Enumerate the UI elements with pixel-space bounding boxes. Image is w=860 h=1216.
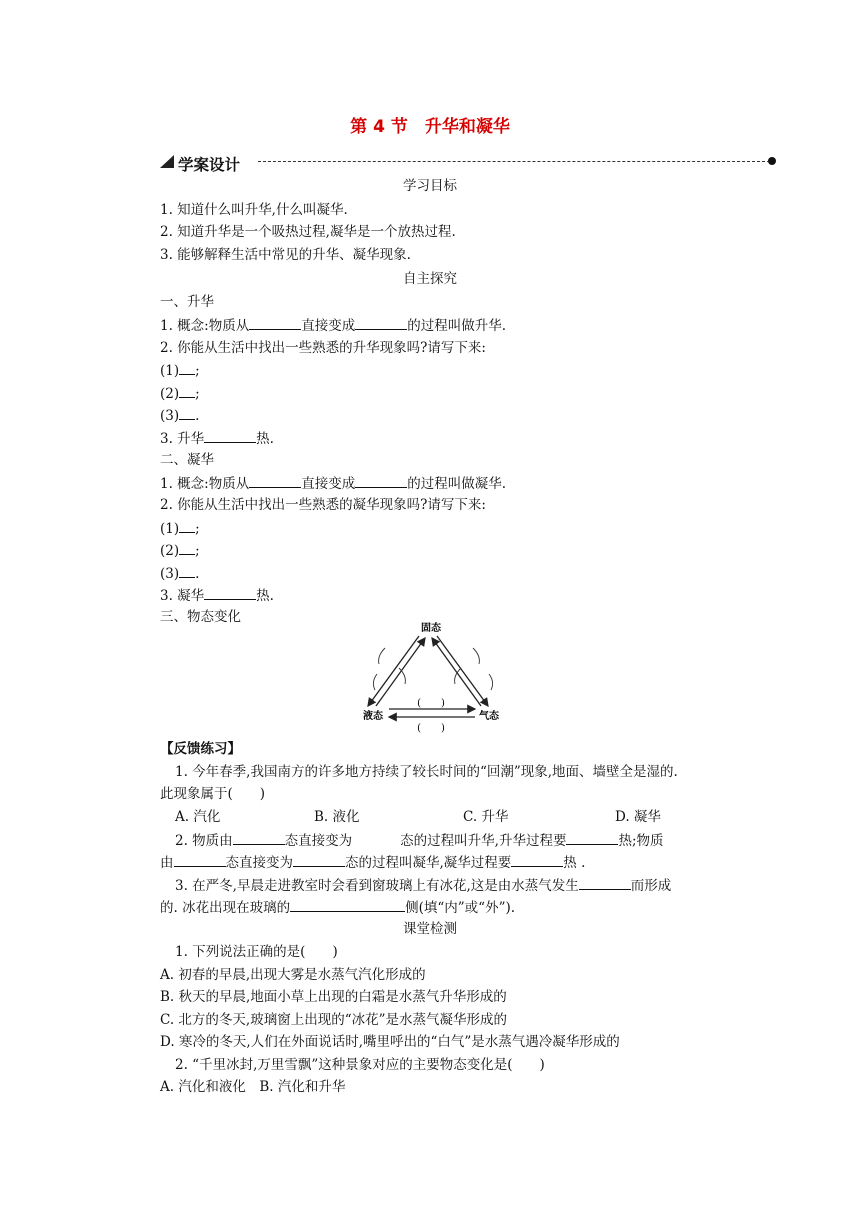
concept-text-c: 的过程叫做凝华.	[407, 476, 507, 492]
desublimation-heat	[160, 586, 274, 605]
paren-mark	[373, 674, 377, 690]
sublimation-heat	[160, 429, 274, 448]
concept-text-b: 直接变成	[301, 318, 356, 334]
blank-field[interactable]	[179, 564, 195, 578]
q2-text: 态的过程叫凝华,凝华过程要	[345, 855, 512, 871]
item-number: (3)	[160, 566, 180, 582]
paren-top: ( )	[417, 698, 445, 709]
sublimation-item-1	[160, 361, 200, 380]
check-q1-option-c[interactable]: C. 北方的冬天,玻璃窗上出现的“冰花”是水蒸气凝华形成的	[160, 1012, 508, 1028]
section-band	[160, 153, 776, 174]
q3-text: 而形成	[630, 878, 672, 894]
paren-mark	[473, 648, 479, 664]
blank-field[interactable]	[579, 876, 631, 890]
blank-field[interactable]	[249, 316, 301, 330]
item-end: ;	[195, 386, 200, 402]
blank-field[interactable]	[233, 831, 285, 845]
item-end: ;	[195, 543, 200, 559]
desublimation-item-3	[160, 564, 199, 583]
blank-field[interactable]	[179, 519, 195, 533]
feedback-q3-line2	[160, 898, 515, 917]
sublimation-heading: 一、升华	[160, 294, 214, 310]
paren-mark	[489, 674, 493, 690]
q3-text: 的. 冰花出现在玻璃的	[160, 900, 291, 916]
solid-label: 固态	[421, 623, 441, 634]
blank-field[interactable]	[511, 853, 563, 867]
item-number: (2)	[160, 386, 180, 402]
goal-1: 1. 知道什么叫升华,什么叫凝华.	[160, 202, 348, 218]
state-change-heading: 三、物态变化	[160, 609, 241, 625]
blank-field[interactable]	[179, 406, 195, 420]
q2-text: 热 .	[563, 855, 586, 871]
heading-explore: 自主探究	[403, 271, 457, 287]
band-dashed-line	[258, 161, 770, 162]
paren-bottom: ( )	[417, 723, 445, 734]
heat-text-a: 3. 升华	[160, 431, 205, 447]
blank-field[interactable]	[290, 898, 405, 912]
blank-field[interactable]	[566, 831, 618, 845]
heading-goals: 学习目标	[403, 178, 457, 194]
blank-field[interactable]	[204, 586, 256, 600]
check-q1: 1. 下列说法正确的是( )	[175, 944, 338, 960]
check-q1-option-d[interactable]: D. 寒冷的冬天,人们在外面说话时,嘴里呼出的“白气”是水蒸气遇冷凝华形成的	[160, 1034, 620, 1050]
item-end: ;	[195, 521, 200, 537]
q2-text: 态的过程叫升华,升华过程要	[400, 833, 567, 849]
heat-text-b: 热.	[256, 588, 274, 604]
blank-field[interactable]	[204, 429, 256, 443]
desublimation-heading: 二、凝华	[160, 452, 214, 468]
sublimation-item-2	[160, 384, 200, 403]
feedback-q1-option-d[interactable]: D. 凝华	[615, 809, 661, 825]
feedback-q2-line2	[160, 853, 585, 872]
q2-text: 态直接变为	[225, 855, 293, 871]
heading-check: 课堂检测	[403, 921, 457, 937]
sublimation-concept	[160, 316, 506, 335]
gas-label: 气态	[479, 711, 499, 722]
feedback-q1-option-b[interactable]: B. 液化	[314, 809, 360, 825]
feedback-q1-line2: 此现象属于( )	[160, 786, 266, 802]
item-number: (1)	[160, 521, 180, 537]
concept-text-c: 的过程叫做升华.	[407, 318, 507, 334]
item-end: .	[195, 566, 200, 582]
heat-text-b: 热.	[256, 431, 274, 447]
q2-text: 2. 物质由	[175, 833, 233, 849]
section-band-label: 学案设计	[178, 156, 241, 174]
q3-text: 侧(填“内”或“外”).	[405, 900, 516, 916]
sublimation-q2: 2. 你能从生活中找出一些熟悉的升华现象吗?请写下来:	[160, 340, 486, 356]
feedback-q2-line1	[175, 831, 664, 850]
feedback-q1-option-a[interactable]: A. 汽化	[175, 809, 221, 825]
feedback-q3-line1	[175, 876, 671, 895]
q2-text: 热;物质	[618, 833, 664, 849]
check-q2-options[interactable]: A. 汽化和液化 B. 汽化和升华	[160, 1079, 346, 1095]
blank-field[interactable]	[179, 384, 195, 398]
concept-text-a: 1. 概念:物质从	[160, 476, 250, 492]
band-end-dot-icon	[768, 157, 776, 165]
blank-field[interactable]	[179, 541, 195, 555]
item-end: .	[195, 408, 200, 424]
heading-feedback: 【反馈练习】	[160, 741, 241, 757]
blank-field[interactable]	[355, 474, 407, 488]
feedback-q1-option-c[interactable]: C. 升华	[463, 809, 509, 825]
desublimation-item-1	[160, 519, 200, 538]
q2-text: 由	[160, 855, 174, 871]
arrow-solid-to-gas	[437, 636, 488, 706]
check-q2: 2. “千里冰封,万里雪飘”这种景象对应的主要物态变化是( )	[175, 1057, 545, 1073]
arrow-solid-to-liquid	[368, 636, 419, 706]
blank-field[interactable]	[179, 361, 195, 375]
page-title: 第 4 节 升华和凝华	[350, 117, 510, 137]
heat-text-a: 3. 凝华	[160, 588, 205, 604]
goal-3: 3. 能够解释生活中常见的升华、凝华现象.	[160, 247, 411, 263]
desublimation-item-2	[160, 541, 200, 560]
q2-text: 态直接变为	[284, 833, 353, 849]
feedback-q1-line1: 1. 今年春季,我国南方的许多地方持续了较长时间的“回潮”现象,地面、墙壁全是湿的.	[175, 764, 678, 780]
check-q1-option-b[interactable]: B. 秋天的早晨,地面小草上出现的白霜是水蒸气升华形成的	[160, 989, 507, 1005]
blank-field[interactable]	[249, 474, 301, 488]
sublimation-item-3	[160, 406, 199, 425]
desublimation-concept	[160, 474, 506, 493]
item-number: (1)	[160, 363, 180, 379]
blank-field[interactable]	[174, 853, 226, 867]
check-q1-option-a[interactable]: A. 初春的早晨,出现大雾是水蒸气汽化形成的	[160, 967, 426, 983]
item-number: (3)	[160, 408, 180, 424]
paren-mark	[379, 648, 385, 664]
q3-text: 3. 在严冬,早晨走进教室时会看到窗玻璃上有冰花,这是由水蒸气发生	[175, 878, 579, 894]
blank-field[interactable]	[355, 316, 407, 330]
item-number: (2)	[160, 543, 180, 559]
concept-text-a: 1. 概念:物质从	[160, 318, 250, 334]
desublimation-q2: 2. 你能从生活中找出一些熟悉的凝华现象吗?请写下来:	[160, 497, 486, 513]
arrow-liquid-to-solid	[376, 638, 425, 706]
liquid-label: 液态	[363, 711, 383, 722]
goal-2: 2. 知道升华是一个吸热过程,凝华是一个放热过程.	[160, 224, 456, 240]
state-change-diagram	[355, 618, 515, 740]
blank-field[interactable]	[293, 853, 345, 867]
concept-text-b: 直接变成	[301, 476, 356, 492]
item-end: ;	[195, 363, 200, 379]
